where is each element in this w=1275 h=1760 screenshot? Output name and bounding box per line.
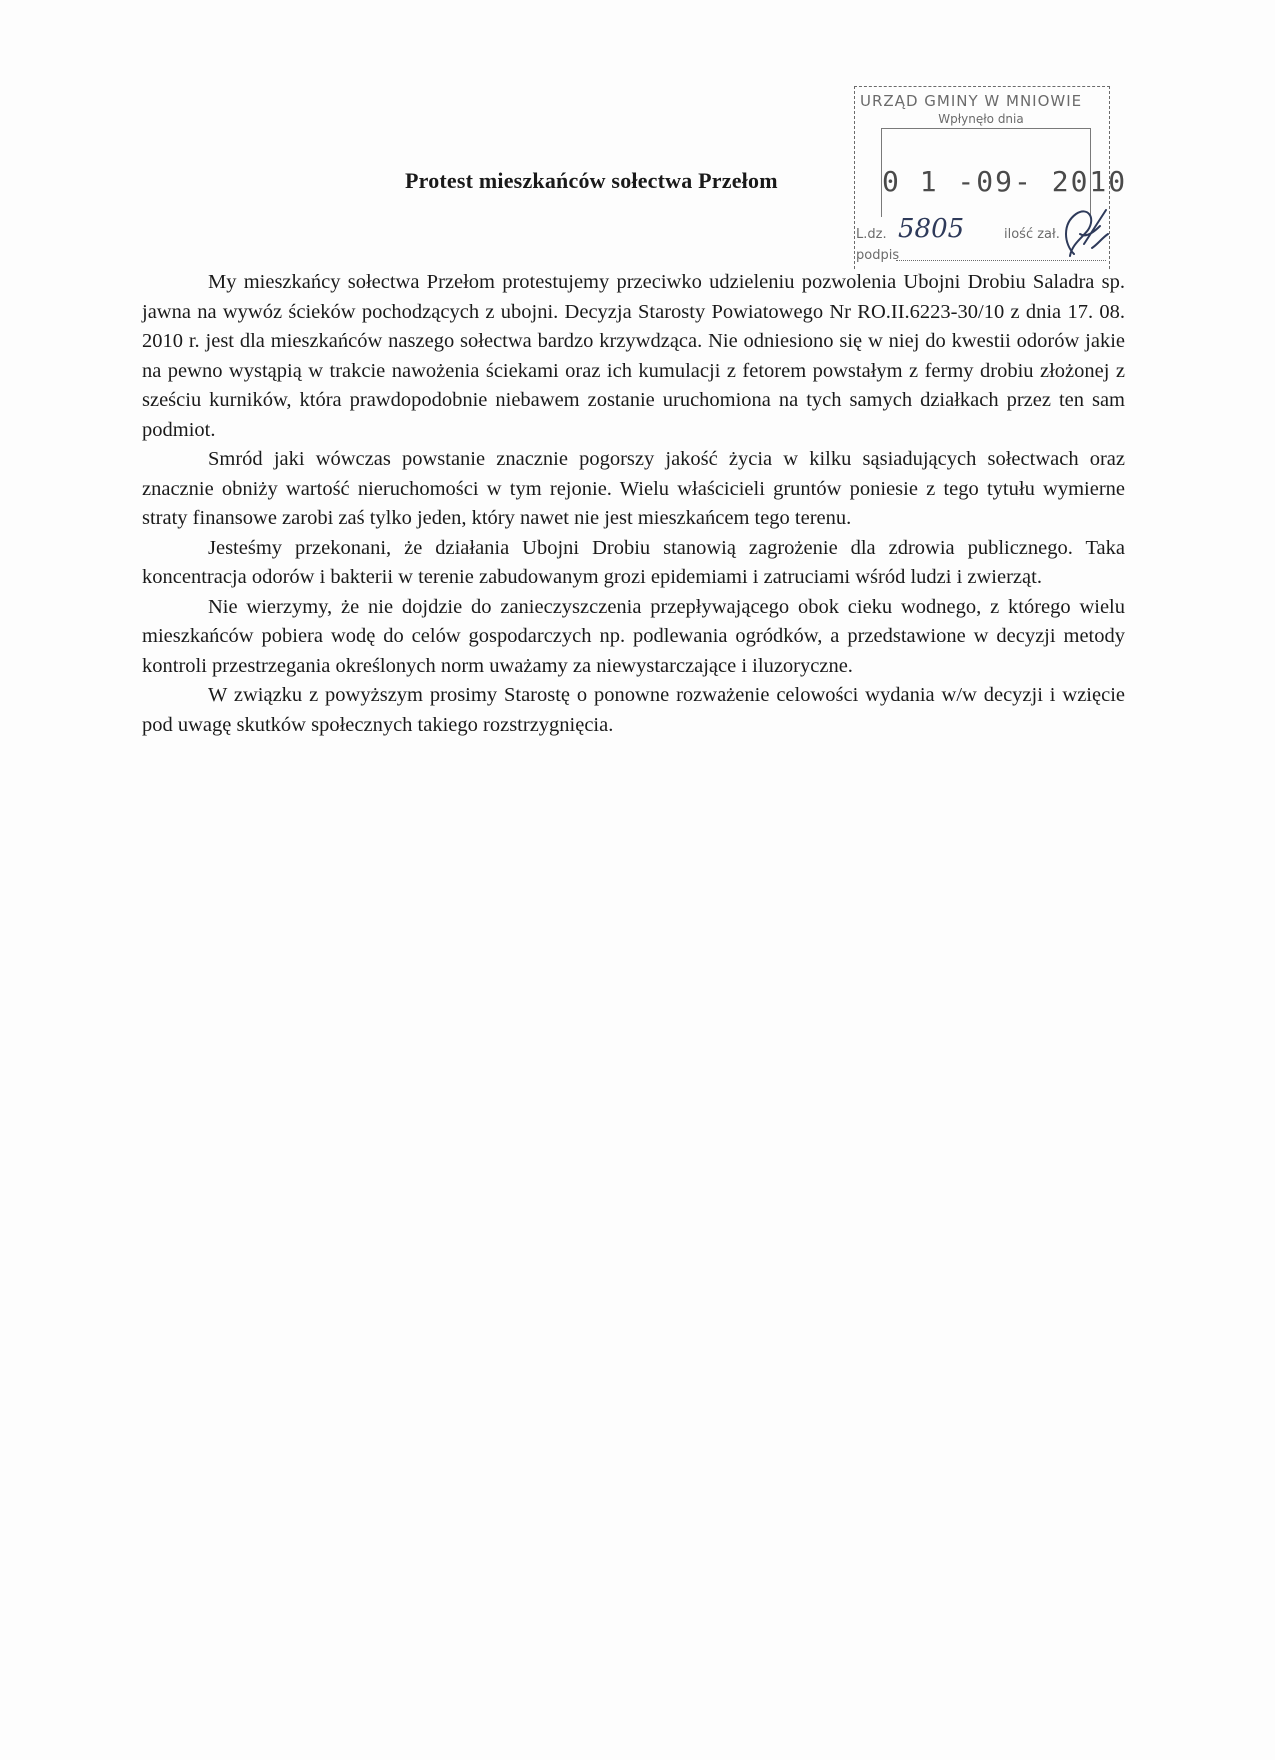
stamp-office-name: URZĄD GMINY W MNIOWIE (860, 92, 1083, 110)
stamp-signature-label: podpis (856, 248, 900, 263)
document-body (142, 268, 1125, 740)
document-title: Protest mieszkańców sołectwa Przełom (405, 168, 778, 193)
stamp-ldz-label: L.dz. (856, 227, 887, 242)
registry-stamp (854, 86, 1128, 276)
paragraph-4: Nie wierzymy, że nie dojdzie do zanieczyszczenia przepływającego obok cieku wodnego, z którego wielu mieszkańców pobiera wodę do celów gospodarczych np. podlewania ogródków, a przedstawione w decyzji metody kontroli przestrzegania określonych norm uważamy za niewystarczające i iluzoryczne. (142, 595, 1125, 677)
stamp-received-label: Wpłynęło dnia (938, 112, 1024, 126)
stamp-date: 0 1 -09- 2010 (882, 165, 1128, 198)
stamp-attachments-label: ilość zał. (1004, 227, 1060, 242)
paragraph-3: Jesteśmy przekonani, że działania Ubojni Drobiu stanowią zagrożenie dla zdrowia publicznego. Taka koncentracja odorów i bakterii w terenie zabudowanym grozi epidemiami i zatruciami wśród ludzi i zwierząt. (142, 536, 1125, 588)
stamp-ldz-number: 5805 (898, 214, 965, 244)
paragraph-2: Smród jaki wówczas powstanie znacznie pogorszy jakość życia w kilku sąsiadujących sołectwach oraz znacznie obniży wartość nieruchomości w tym rejonie. Wielu właścicieli gruntów poniesie z tego tytułu wymierne straty finansowe zarobi zaś tylko jeden, który nawet nie jest mieszkańcem tego terenu. (142, 448, 1125, 529)
paragraph-1: My mieszkańcy sołectwa Przełom protestujemy przeciwko udzieleniu pozwolenia Ubojni Drobiu Saladra sp. jawna na wywóz ścieków pochodzących z ubojni. Decyzja Starosty Powiatowego Nr RO.II.6223-30/10 z dnia 17. 08. 2010 r. jest dla mieszkańców naszego sołectwa bardzo krzywdząca. Nie odniesiono się w niej do kwestii odorów jakie na pewno wystąpią w trakcie nawożenia ściekami oraz ich kumulacji z fetorem powstałym z fermy drobiu złożonej z sześciu kurników, która prawdopodobnie niebawem zostanie uruchomiona na tych samych działkach przez ten sam podmiot. (142, 271, 1125, 441)
handwritten-signature-icon (1044, 204, 1114, 264)
paragraph-5: W związku z powyższym prosimy Starostę o ponowne rozważenie celowości wydania w/w decyzji i wzięcie pod uwagę skutków społecznych takiego rozstrzygnięcia. (142, 684, 1125, 736)
